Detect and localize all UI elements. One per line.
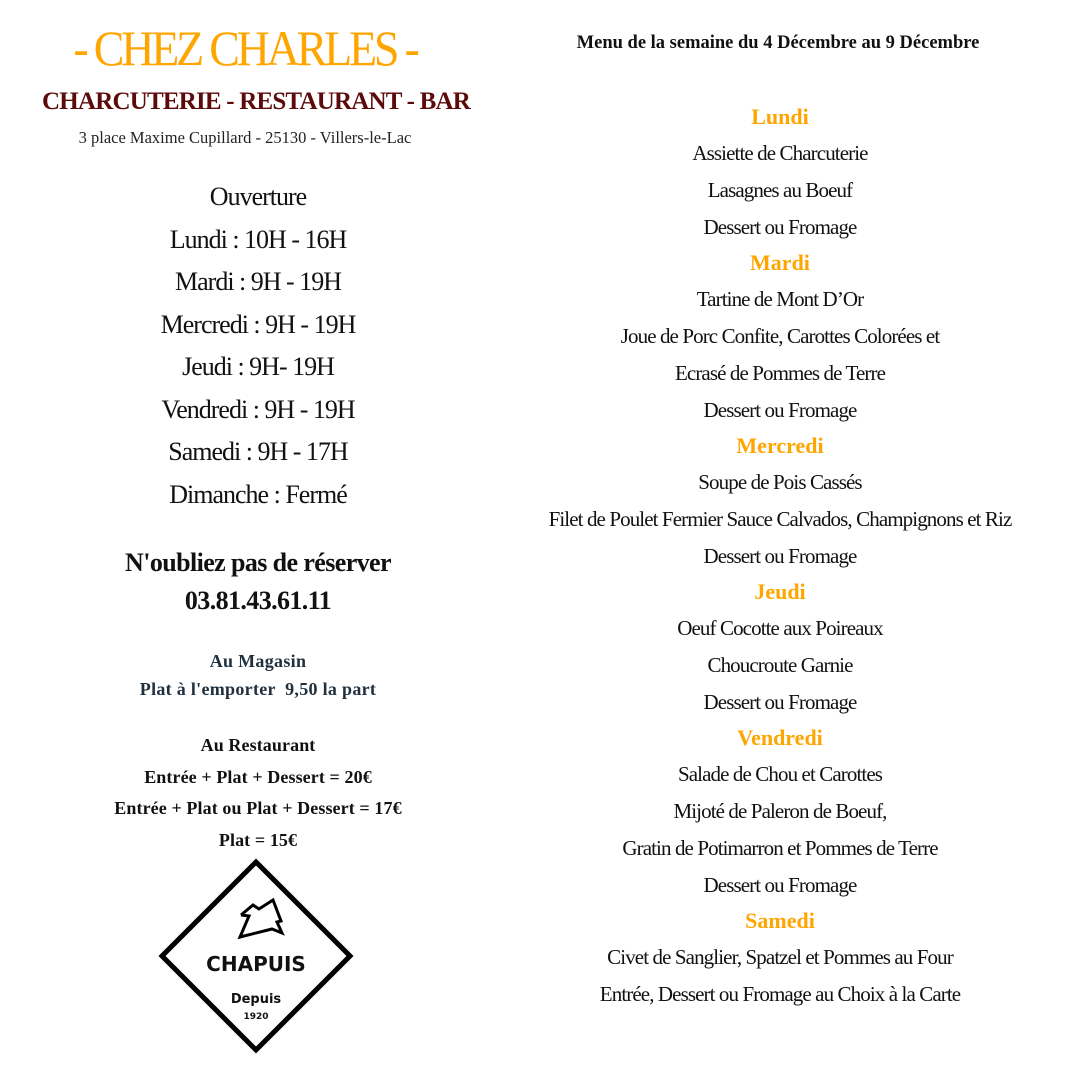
restaurant-name: - CHEZ CHARLES - [73, 20, 417, 76]
dish: Assiette de Charcuterie [692, 141, 868, 165]
restaurant-heading: Au Restaurant [200, 735, 316, 755]
shop-heading: Au Magasin [209, 651, 307, 671]
day-heading: Mercredi [736, 433, 824, 458]
menu-day-samedi [480, 904, 1080, 1013]
dish: Entrée, Dessert ou Fromage au Choix à la Carte [599, 982, 961, 1006]
logo-brand-name: CHAPUIS [206, 952, 306, 976]
dish: Oeuf Cocotte aux Poireaux [677, 616, 883, 640]
hours-line-vendredi: Vendredi : 9H - 19H [161, 394, 355, 424]
reservation-phone: 03.81.43.61.11 [184, 586, 332, 615]
weekly-menu-title: Menu de la semaine du 4 Décembre au 9 Décembre [576, 33, 980, 53]
hours-line-dimanche: Dimanche : Fermé [169, 479, 347, 509]
dish: Civet de Sanglier, Spatzel et Pommes au Four [607, 945, 953, 969]
dish: Gratin de Potimarron et Pommes de Terre [622, 836, 938, 860]
hours-line-mercredi: Mercredi : 9H - 19H [160, 309, 356, 339]
dish: Joue de Porc Confite, Carottes Colorées et [620, 324, 940, 348]
restaurant-address: 3 place Maxime Cupillard - 25130 - Villers-le-Lac [78, 128, 412, 147]
reservation-text: N'oubliez pas de réserver [125, 548, 391, 577]
hours-line-mardi: Mardi : 9H - 19H [175, 267, 341, 296]
restaurant-tagline: CHARCUTERIE - RESTAURANT - BAR [42, 88, 470, 115]
day-heading: Mardi [750, 250, 810, 275]
dish: Soupe de Pois Cassés [698, 470, 862, 494]
day-heading: Jeudi [754, 579, 806, 604]
menu-day-jeudi [480, 575, 1080, 721]
day-heading: Vendredi [737, 725, 823, 750]
hours-line-lundi: Lundi : 10H - 16H [169, 224, 347, 254]
menu-day-vendredi [480, 721, 1080, 904]
reservation-block [0, 544, 516, 620]
day-heading: Lundi [751, 104, 809, 129]
dish: Dessert ou Fromage [703, 873, 857, 897]
dish: Dessert ou Fromage [703, 215, 857, 239]
day-heading: Samedi [745, 908, 815, 933]
logo-year: 1920 [243, 1012, 269, 1022]
dish: Lasagnes au Boeuf [707, 178, 853, 202]
shop-offer: Plat à l'emporter 9,50 la part [139, 679, 377, 699]
restaurant-prices [0, 730, 516, 856]
formula-2-courses: Entrée + Plat ou Plat + Dessert = 17€ [114, 798, 402, 818]
dish: Tartine de Mont D’Or [696, 287, 864, 311]
menu-day-lundi [480, 100, 1080, 246]
dish: Dessert ou Fromage [703, 398, 857, 422]
dish: Mijoté de Paleron de Boeuf, [673, 799, 887, 823]
formula-plat: Plat = 15€ [218, 829, 298, 850]
dish: Salade de Chou et Carottes [677, 762, 883, 786]
hours-line-samedi: Samedi : 9H - 17H [168, 437, 348, 466]
dish: Dessert ou Fromage [703, 690, 857, 714]
shop-block [0, 647, 516, 703]
menu-day-mardi [480, 246, 1080, 429]
weekly-menu [480, 100, 1080, 1013]
logo-tagline: Depuis [230, 992, 282, 1007]
dish: Choucroute Garnie [707, 653, 853, 677]
opening-hours [0, 176, 516, 516]
menu-day-mercredi [480, 429, 1080, 575]
hours-line-jeudi: Jeudi : 9H- 19H [182, 352, 334, 381]
opening-hours-heading: Ouverture [209, 182, 307, 211]
dish: Dessert ou Fromage [703, 544, 857, 568]
formula-3-courses: Entrée + Plat + Dessert = 20€ [144, 766, 372, 787]
chapuis-logo [157, 857, 355, 1055]
dish: Ecrasé de Pommes de Terre [674, 361, 886, 385]
dish: Filet de Poulet Fermier Sauce Calvados, Champignons et Riz [548, 507, 1012, 531]
